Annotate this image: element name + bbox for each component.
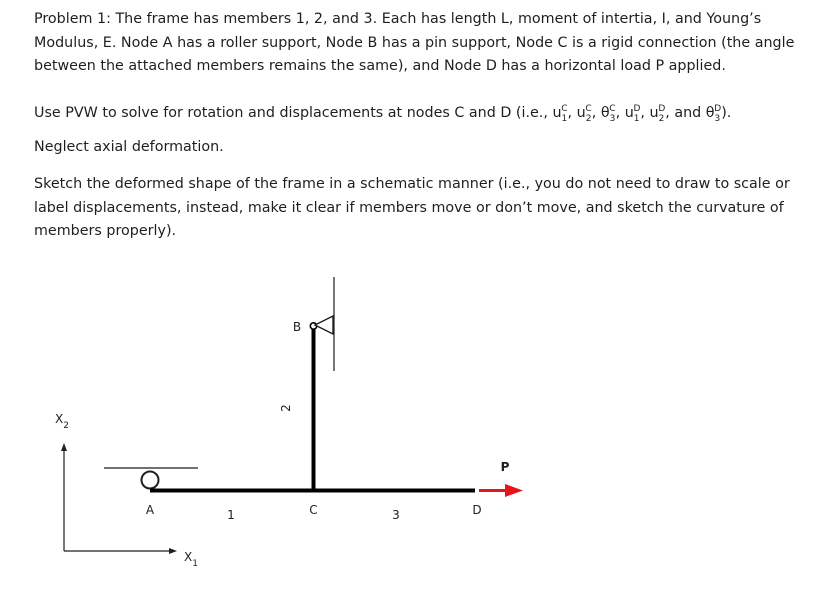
dof-base: u [649,105,659,121]
dof-superscript: D [658,104,666,115]
dof-base: u [576,105,586,121]
pvw-suffix: ). [721,105,732,121]
x1-axis-arrowhead [169,548,177,554]
dof-separator: , [567,105,577,121]
member-2-label: 2 [279,404,293,412]
dof-base: u [552,105,562,121]
dof-base: θ [705,105,715,121]
frame-members [150,327,475,491]
dof-superscript: C [585,104,592,115]
dof-subscript: 2 [658,113,665,124]
load-label: P [500,460,510,474]
node-c-label: C [309,503,318,517]
dof-superscript: D [633,104,641,115]
dof-separator: , [615,105,625,121]
dof-superscript: C [561,104,568,115]
axis-x2-label: $X_2$ [55,412,69,431]
dof-separator: , [640,105,650,121]
axis-x1-label: $X_1$ [184,550,198,569]
pin-triangle-icon [315,316,333,334]
node-d-label: D [472,503,482,517]
dof-subscript: 1 [633,113,640,124]
problem-statement-text: Problem 1: The frame has members 1, 2, and 3. Each has length L, moment of intertia, I, and Young’s Modulus, E. Node A has a roller support, Node B has a pin support, Node C is a rigid connection (the angle between the attached members remains the same), and Node D has a horizontal load P applied. [34,11,795,74]
dof-subscript: 3 [714,113,721,124]
dof-superscript: C [609,104,616,115]
member-3-label: 3 [392,508,400,522]
dof-subscript: 2 [585,113,592,124]
dof-superscript: D [714,104,722,115]
sketch-instruction-text: Sketch the deformed shape of the frame in a schematic manner (i.e., you do not need to draw to scale or label displacements, instead, make it clear if members move or don’t move, and sketch the curvature of members properly). [34,176,790,239]
node-a-label: A [145,503,155,517]
neglect-note-text: Neglect axial deformation. [34,139,224,155]
load-arrow-icon [505,484,523,497]
dof-separator: , [591,105,601,121]
dof-subscript: 3 [609,113,616,124]
roller-support-a [104,468,198,489]
x2-axis-arrowhead [61,443,67,451]
dof-separator: , and [665,105,706,121]
roller-circle-icon [142,472,159,489]
dof-base: u [624,105,634,121]
pvw-prefix: Use PVW to solve for rotation and displacements at nodes C and D (i.e., [34,105,553,121]
node-b-label: B [292,320,302,334]
dof-subscript: 1 [561,113,568,124]
load-p [479,460,523,497]
member-1-label: 1 [227,508,235,522]
dof-base: θ [600,105,610,121]
